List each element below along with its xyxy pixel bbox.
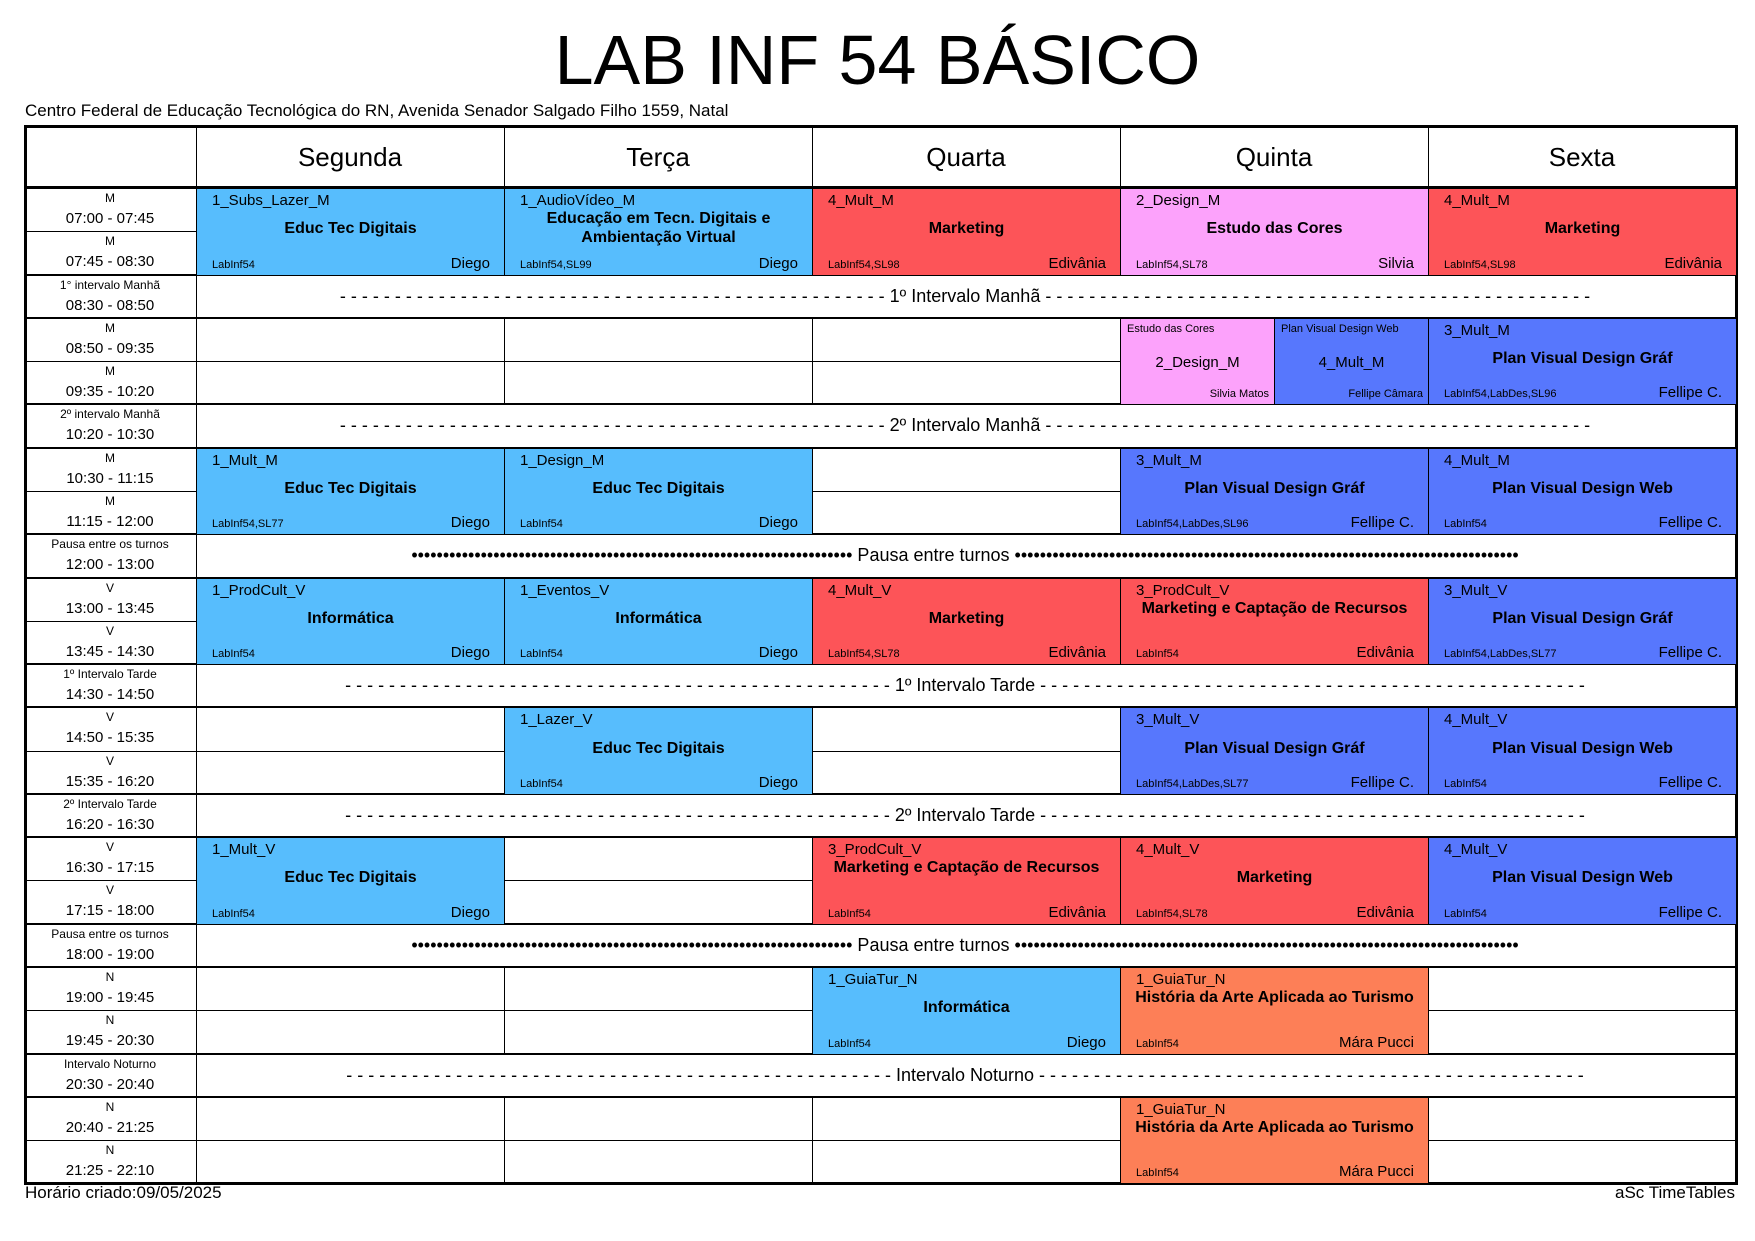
lesson-class: 1_Mult_M <box>212 451 278 469</box>
lesson-subject: Educ Tec Digitais <box>592 479 725 497</box>
lesson-teacher: Mára Pucci <box>1338 1033 1414 1051</box>
lesson-teacher: Diego <box>758 514 798 532</box>
period-label: 2º intervalo Manhã <box>60 407 160 422</box>
split-lesson-teacher: Fellipe Câmara <box>1348 388 1423 401</box>
period-time: 19:45 - 20:30 <box>65 1032 155 1050</box>
period-time-label <box>25 1011 195 1052</box>
split-divider <box>1274 318 1275 405</box>
lesson-card[interactable] <box>1121 708 1428 794</box>
lesson-card[interactable] <box>1121 968 1428 1054</box>
split-lesson-class: 2_Design_M <box>1155 353 1240 371</box>
day-header: Quinta <box>1235 141 1313 172</box>
lesson-class: 4_Mult_M <box>828 192 894 209</box>
lesson-card[interactable] <box>1121 838 1428 924</box>
lesson-teacher: Edivânia <box>1048 644 1106 662</box>
period-time-label <box>25 189 195 230</box>
period-time-label <box>25 708 195 749</box>
lesson-subject: Educ Tec Digitais <box>284 869 417 887</box>
period-time-label <box>25 449 195 490</box>
period-time: 18:00 - 19:00 <box>65 945 155 963</box>
lesson-card[interactable] <box>1429 579 1736 665</box>
period-label: 1º Intervalo Tarde <box>63 667 157 682</box>
generator-credit: aSc TimeTables <box>1615 1183 1735 1202</box>
period-time: 16:30 - 17:15 <box>65 859 155 877</box>
lesson-teacher: Fellipe C. <box>1658 514 1722 532</box>
lesson-subject: Marketing <box>928 609 1005 627</box>
lesson-room: LabInf54,SL98 <box>828 258 900 271</box>
lesson-card[interactable] <box>1429 449 1736 535</box>
lesson-card[interactable] <box>1429 708 1736 794</box>
lesson-teacher: Diego <box>450 644 490 662</box>
lesson-class: 1_Lazer_V <box>520 711 593 729</box>
period-time-label <box>25 1098 195 1139</box>
break-time-label <box>25 1055 195 1096</box>
lesson-teacher: Diego <box>758 254 798 272</box>
period-time-label <box>25 492 195 533</box>
split-lesson-card[interactable] <box>1275 319 1428 405</box>
lesson-subject: Educação em Tecn. Digitais e Ambientação Virtual <box>546 210 771 247</box>
period-label: M <box>105 234 115 249</box>
lesson-subject: Marketing <box>928 220 1005 238</box>
day-header: Terça <box>626 141 690 172</box>
lesson-room: LabInf54 <box>828 907 871 920</box>
column-divider <box>1428 126 1429 188</box>
period-time: 20:40 - 21:25 <box>65 1118 155 1136</box>
lesson-class: 2_Design_M <box>1136 192 1221 209</box>
period-time-label <box>25 232 195 273</box>
lesson-subject: Estudo das Cores <box>1206 220 1343 238</box>
column-divider <box>504 1097 505 1184</box>
lesson-class: 4_Mult_V <box>1444 711 1508 729</box>
column-divider <box>504 318 505 405</box>
lesson-teacher: Mára Pucci <box>1338 1163 1414 1181</box>
break-banner: - - - - - - - - - - - - - - - - - - - - - - - - - - - - - - - - - - - - - - - - - - - - - - - - - - 1º Intervalo Manhã - - - - - - - - - - - - - - - - - - - - - - - - - - - - - - - - - - - - - - - - - - - - - - - - - - <box>339 285 1591 306</box>
break-banner: •••••••••••••••••••••••••••••••••••••••••••••••••••••••••••••••••••••• Pausa entre turnos •••••••••••••••••••••••••••••••••••••••••••••••••••••••••••••••••••••••••••••••• <box>411 545 1519 566</box>
lesson-subject: Plan Visual Design Web <box>1492 479 1673 497</box>
lesson-card[interactable] <box>1429 189 1736 275</box>
break-time-label <box>25 925 195 966</box>
period-label: V <box>105 840 114 855</box>
lesson-card[interactable] <box>813 838 1120 924</box>
table-border-bottom <box>24 1182 1738 1185</box>
lesson-class: 3_Mult_M <box>1136 451 1202 469</box>
period-label: M <box>105 364 115 379</box>
lesson-class: 1_Design_M <box>520 451 605 469</box>
lesson-room: LabInf54,SL78 <box>1136 258 1208 271</box>
lesson-room: LabInf54 <box>1136 648 1179 661</box>
day-header: Sexta <box>1548 141 1616 172</box>
lesson-card[interactable] <box>505 449 812 535</box>
lesson-room: LabInf54 <box>520 518 563 531</box>
lesson-teacher: Diego <box>1066 1033 1106 1051</box>
lesson-card[interactable] <box>1121 1098 1428 1184</box>
lesson-card[interactable] <box>197 449 504 535</box>
lesson-card[interactable] <box>1121 579 1428 665</box>
period-label: V <box>105 623 114 638</box>
column-divider <box>812 1097 813 1184</box>
period-time: 10:30 - 11:15 <box>66 469 154 487</box>
period-time: 11:15 - 12:00 <box>66 512 154 530</box>
lesson-card[interactable] <box>505 189 812 275</box>
lesson-class: 3_ProdCult_V <box>828 841 922 859</box>
lesson-teacher: Diego <box>450 514 490 532</box>
period-time: 13:45 - 14:30 <box>65 642 155 660</box>
column-divider <box>1428 967 1429 1054</box>
lesson-room: LabInf54 <box>520 648 563 661</box>
lesson-class: 1_Eventos_V <box>520 581 610 599</box>
lesson-card[interactable] <box>813 189 1120 275</box>
row-divider <box>25 1096 1736 1098</box>
school-address: Centro Federal de Educação Tecnológica do RN, Avenida Senador Salgado Filho 1559, Natal <box>25 101 729 120</box>
period-label: Intervalo Noturno <box>63 1056 157 1071</box>
split-lesson-subject: Plan Visual Design Web <box>1281 322 1399 335</box>
lesson-teacher: Diego <box>758 644 798 662</box>
row-divider <box>25 1140 1736 1141</box>
break-banner: - - - - - - - - - - - - - - - - - - - - - - - - - - - - - - - - - - - - - - - - - - - - - - - - - - 1º Intervalo Tarde - - - - - - - - - - - - - - - - - - - - - - - - - - - - - - - - - - - - - - - - - - - - - - - - - - <box>345 675 1585 696</box>
lesson-room: LabInf54 <box>212 907 255 920</box>
break-time-label <box>25 795 195 836</box>
lesson-room: LabInf54 <box>212 258 255 271</box>
lesson-card[interactable] <box>505 579 812 665</box>
lesson-class: 1_GuiaTur_N <box>1136 971 1226 989</box>
period-label: Pausa entre os turnos <box>51 537 169 552</box>
lesson-class: 3_Mult_V <box>1136 711 1200 729</box>
period-time-label <box>25 1141 195 1182</box>
lesson-teacher: Silvia <box>1378 254 1414 272</box>
lesson-class: 1_Mult_V <box>212 841 276 859</box>
break-banner: •••••••••••••••••••••••••••••••••••••••••••••••••••••••••••••••••••••• Pausa entre turnos •••••••••••••••••••••••••••••••••••••••••••••••••••••••••••••••••••••••••••••••• <box>411 934 1519 955</box>
period-label: N <box>105 1143 115 1158</box>
period-time: 10:20 - 10:30 <box>65 426 155 444</box>
lesson-class: 4_Mult_V <box>828 581 892 599</box>
period-label: V <box>105 580 114 595</box>
lesson-room: LabInf54 <box>1444 777 1487 790</box>
period-time: 08:30 - 08:50 <box>65 296 155 314</box>
lesson-class: 4_Mult_V <box>1444 841 1508 859</box>
lesson-room: LabInf54,SL77 <box>212 518 284 531</box>
lesson-subject: Plan Visual Design Gráf <box>1492 350 1673 368</box>
period-time: 08:50 - 09:35 <box>65 339 155 357</box>
period-time: 15:35 - 16:20 <box>65 772 155 790</box>
period-time-label <box>25 968 195 1009</box>
lesson-card[interactable] <box>197 189 504 275</box>
lesson-room: LabInf54 <box>1136 1037 1179 1050</box>
period-time-label <box>25 319 195 360</box>
lesson-teacher: Diego <box>758 773 798 791</box>
period-time: 12:00 - 13:00 <box>65 556 155 574</box>
lesson-teacher: Edivânia <box>1356 644 1414 662</box>
period-time-label <box>25 362 195 403</box>
break-time-label <box>25 405 195 446</box>
period-label: V <box>105 883 114 898</box>
lesson-class: 1_Subs_Lazer_M <box>212 192 330 209</box>
lesson-card[interactable] <box>197 838 504 924</box>
split-lesson-teacher: Silvia Matos <box>1209 388 1269 401</box>
lesson-teacher: Fellipe C. <box>1658 903 1722 921</box>
created-date: Horário criado:09/05/2025 <box>25 1183 222 1202</box>
lesson-room: LabInf54,SL99 <box>520 258 592 271</box>
lesson-room: LabInf54 <box>212 648 255 661</box>
period-time: 13:00 - 13:45 <box>65 599 155 617</box>
lesson-card[interactable] <box>1121 449 1428 535</box>
break-time-label <box>25 535 195 576</box>
column-divider <box>812 318 813 405</box>
lesson-subject: Educ Tec Digitais <box>284 479 417 497</box>
break-banner: - - - - - - - - - - - - - - - - - - - - - - - - - - - - - - - - - - - - - - - - - - - - - - - - - - 2º Intervalo Tarde - - - - - - - - - - - - - - - - - - - - - - - - - - - - - - - - - - - - - - - - - - - - - - - - - - <box>345 804 1585 825</box>
lesson-subject: Marketing <box>1236 869 1313 887</box>
period-label: M <box>105 320 115 335</box>
column-divider <box>504 126 505 188</box>
lesson-teacher: Fellipe C. <box>1658 644 1722 662</box>
period-time: 07:45 - 08:30 <box>65 253 155 271</box>
period-label: N <box>105 1099 115 1114</box>
period-label: V <box>105 753 114 768</box>
period-time: 17:15 - 18:00 <box>65 902 155 920</box>
lesson-room: LabInf54 <box>1444 518 1487 531</box>
lesson-teacher: Diego <box>450 254 490 272</box>
period-time: 14:30 - 14:50 <box>65 686 155 704</box>
lesson-class: 3_Mult_M <box>1444 321 1510 339</box>
lesson-teacher: Fellipe C. <box>1658 384 1722 402</box>
column-divider <box>1428 1097 1429 1184</box>
split-lesson-card[interactable] <box>1121 319 1274 405</box>
lesson-subject: Plan Visual Design Gráf <box>1184 479 1365 497</box>
lesson-subject: Marketing <box>1544 220 1621 238</box>
lesson-card[interactable] <box>1429 838 1736 924</box>
split-lesson-subject: Estudo das Cores <box>1127 322 1215 335</box>
lesson-subject: Educ Tec Digitais <box>284 220 417 238</box>
period-label: 2º Intervalo Tarde <box>63 796 157 811</box>
lesson-teacher: Fellipe C. <box>1658 773 1722 791</box>
lesson-card[interactable] <box>505 708 812 794</box>
period-time-label <box>25 881 195 922</box>
lesson-subject: Informática <box>923 999 1010 1017</box>
lesson-room: LabInf54,LabDes,SL96 <box>1444 388 1557 401</box>
period-time: 21:25 - 22:10 <box>65 1162 155 1180</box>
lesson-class: 1_GuiaTur_N <box>1136 1100 1226 1118</box>
lesson-class: 1_ProdCult_V <box>212 581 306 599</box>
column-divider <box>504 837 505 924</box>
period-time: 14:50 - 15:35 <box>65 729 155 747</box>
period-time: 09:35 - 10:20 <box>65 383 155 401</box>
period-time: 16:20 - 16:30 <box>65 815 155 833</box>
lesson-teacher: Fellipe C. <box>1350 773 1414 791</box>
table-border-top <box>24 125 1738 128</box>
lesson-teacher: Edivânia <box>1048 903 1106 921</box>
break-banner: - - - - - - - - - - - - - - - - - - - - - - - - - - - - - - - - - - - - - - - - - - - - - - - - - - Intervalo Noturno - - - - - - - - - - - - - - - - - - - - - - - - - - - - - - - - - - - - - - - - - - - - - - - - - - <box>346 1064 1584 1085</box>
lesson-room: LabInf54,LabDes,SL77 <box>1444 648 1557 661</box>
lesson-subject: Marketing e Captação de Recursos <box>1141 599 1408 617</box>
period-time-label <box>25 622 195 663</box>
period-label: N <box>105 1013 115 1028</box>
lesson-card[interactable] <box>1121 189 1428 275</box>
lesson-subject: Plan Visual Design Web <box>1492 869 1673 887</box>
lesson-subject: Informática <box>615 609 702 627</box>
day-header: Segunda <box>297 141 403 172</box>
period-label: 1° intervalo Manhã <box>59 277 161 292</box>
lesson-room: LabInf54,SL98 <box>1444 258 1516 271</box>
lesson-room: LabInf54,LabDes,SL77 <box>1136 777 1249 790</box>
lesson-class: 4_Mult_M <box>1444 192 1510 209</box>
column-divider <box>812 707 813 794</box>
lesson-class: 4_Mult_M <box>1444 451 1510 469</box>
period-label: N <box>105 970 115 985</box>
lesson-card[interactable] <box>813 579 1120 665</box>
period-time-label <box>25 752 195 793</box>
lesson-room: LabInf54,SL78 <box>1136 907 1208 920</box>
period-label: V <box>105 710 114 725</box>
period-time: 19:00 - 19:45 <box>65 989 155 1007</box>
lesson-teacher: Edivânia <box>1664 254 1722 272</box>
break-time-label <box>25 665 195 706</box>
lesson-room: LabInf54,SL78 <box>828 648 900 661</box>
lesson-room: LabInf54 <box>828 1037 871 1050</box>
break-banner: - - - - - - - - - - - - - - - - - - - - - - - - - - - - - - - - - - - - - - - - - - - - - - - - - - 2º Intervalo Manhã - - - - - - - - - - - - - - - - - - - - - - - - - - - - - - - - - - - - - - - - - - - - - - - - - - <box>339 415 1591 436</box>
lesson-card[interactable] <box>813 968 1120 1054</box>
lesson-subject: Plan Visual Design Web <box>1492 739 1673 757</box>
page-title: LAB INF 54 BÁSICO <box>554 21 1201 99</box>
lesson-teacher: Edivânia <box>1356 903 1414 921</box>
lesson-subject: Educ Tec Digitais <box>592 739 725 757</box>
period-time-label <box>25 838 195 879</box>
day-header: Quarta <box>926 141 1006 172</box>
column-divider <box>504 967 505 1054</box>
split-lesson-class: 4_Mult_M <box>1318 353 1385 371</box>
period-label: M <box>105 191 115 205</box>
lesson-class: 3_Mult_V <box>1444 581 1508 599</box>
lesson-subject: Plan Visual Design Gráf <box>1492 609 1673 627</box>
column-divider <box>24 126 27 1183</box>
lesson-class: 1_GuiaTur_N <box>828 971 918 989</box>
period-label: M <box>105 493 115 508</box>
lesson-subject: História da Arte Aplicada ao Turismo <box>1135 989 1414 1007</box>
lesson-room: LabInf54 <box>1444 907 1487 920</box>
break-time-label <box>25 276 195 317</box>
lesson-class: 1_AudioVídeo_M <box>520 192 636 209</box>
lesson-teacher: Edivânia <box>1048 254 1106 272</box>
lesson-class: 3_ProdCult_V <box>1136 581 1230 599</box>
lesson-room: LabInf54,LabDes,SL96 <box>1136 518 1249 531</box>
lesson-teacher: Diego <box>450 903 490 921</box>
lesson-card[interactable] <box>197 579 504 665</box>
lesson-card[interactable] <box>1429 319 1736 405</box>
lesson-room: LabInf54 <box>520 777 563 790</box>
period-time: 07:00 - 07:45 <box>65 210 155 227</box>
period-label: M <box>105 450 115 465</box>
column-divider <box>1120 126 1121 188</box>
lesson-room: LabInf54 <box>1136 1167 1179 1180</box>
period-time-label <box>25 579 195 620</box>
period-time: 20:30 - 20:40 <box>65 1075 155 1093</box>
lesson-subject: Plan Visual Design Gráf <box>1184 739 1365 757</box>
lesson-subject: Marketing e Captação de Recursos <box>833 859 1100 877</box>
column-divider <box>812 126 813 188</box>
column-divider <box>812 448 813 535</box>
lesson-subject: Informática <box>307 609 394 627</box>
period-label: Pausa entre os turnos <box>51 926 169 941</box>
lesson-teacher: Fellipe C. <box>1350 514 1414 532</box>
lesson-class: 4_Mult_V <box>1136 841 1200 859</box>
lesson-subject: História da Arte Aplicada ao Turismo <box>1135 1119 1414 1137</box>
